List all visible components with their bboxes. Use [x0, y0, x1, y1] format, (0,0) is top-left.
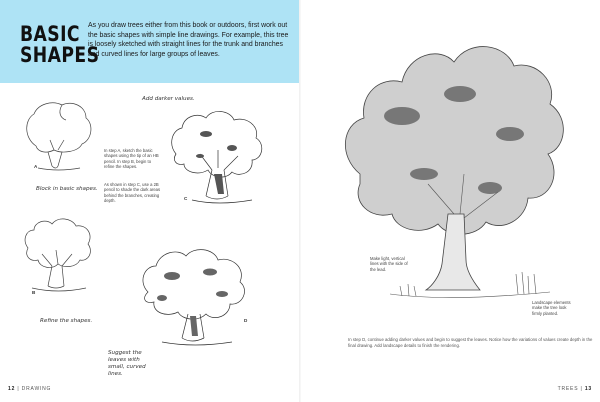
step-c-caption: Add darker values. — [142, 96, 195, 102]
step-a-letter: A — [34, 164, 38, 169]
intro-paragraph: As you draw trees either from this book or outdoors, first work out the basic shapes with simple line drawings. For example, this tree is loosely sketched with straight lines for the trunk and branches and curved lines for large groups of leaves. — [88, 22, 289, 58]
right-folio: 13 — [584, 386, 592, 392]
footer-right — [558, 386, 592, 392]
step-c-letter: C — [184, 196, 188, 201]
label-landscape: Landscape elements make the tree look firmly planted. — [532, 300, 571, 316]
right-section: TREES — [557, 386, 579, 392]
footer-divider-left: | — [17, 386, 22, 392]
sketch-final — [330, 24, 580, 328]
step-b-caption: Refine the shapes. — [40, 318, 93, 324]
step-d-caption: Suggest the leaves with small, curved lines. — [108, 350, 146, 377]
sketch-c — [162, 104, 274, 216]
left-folio: 12 — [8, 386, 16, 392]
label-grass: Make light, vertical lines with the side of the lead. — [370, 256, 408, 272]
sketch-a — [18, 96, 98, 182]
sketch-b — [18, 214, 98, 302]
note-step-c: As shown in step C, use a 2B pencil to shade the dark areas behind the branches, creating depth. — [104, 182, 161, 203]
note-steps-ab: In step A, sketch the basic shapes using the tip of an HB pencil. In step B, begin to refine the shapes. — [104, 148, 159, 169]
step-a-caption: Block in basic shapes. — [36, 186, 98, 192]
bottom-note: In step D, continue adding darker values and begin to suggest the leaves. Notice how the variations of values create depth in the final drawing. Add landscape details to finish the rendering. — [348, 337, 593, 348]
footer-left — [8, 386, 51, 392]
step-d-letter: D — [244, 318, 248, 323]
sketch-d — [132, 242, 256, 354]
step-b-letter: B — [32, 290, 36, 295]
footer-divider-right: | — [580, 386, 585, 392]
title-line-2: SHAPES — [20, 43, 100, 67]
left-section: DRAWING — [21, 386, 52, 392]
title-line-1: BASIC — [20, 22, 80, 46]
